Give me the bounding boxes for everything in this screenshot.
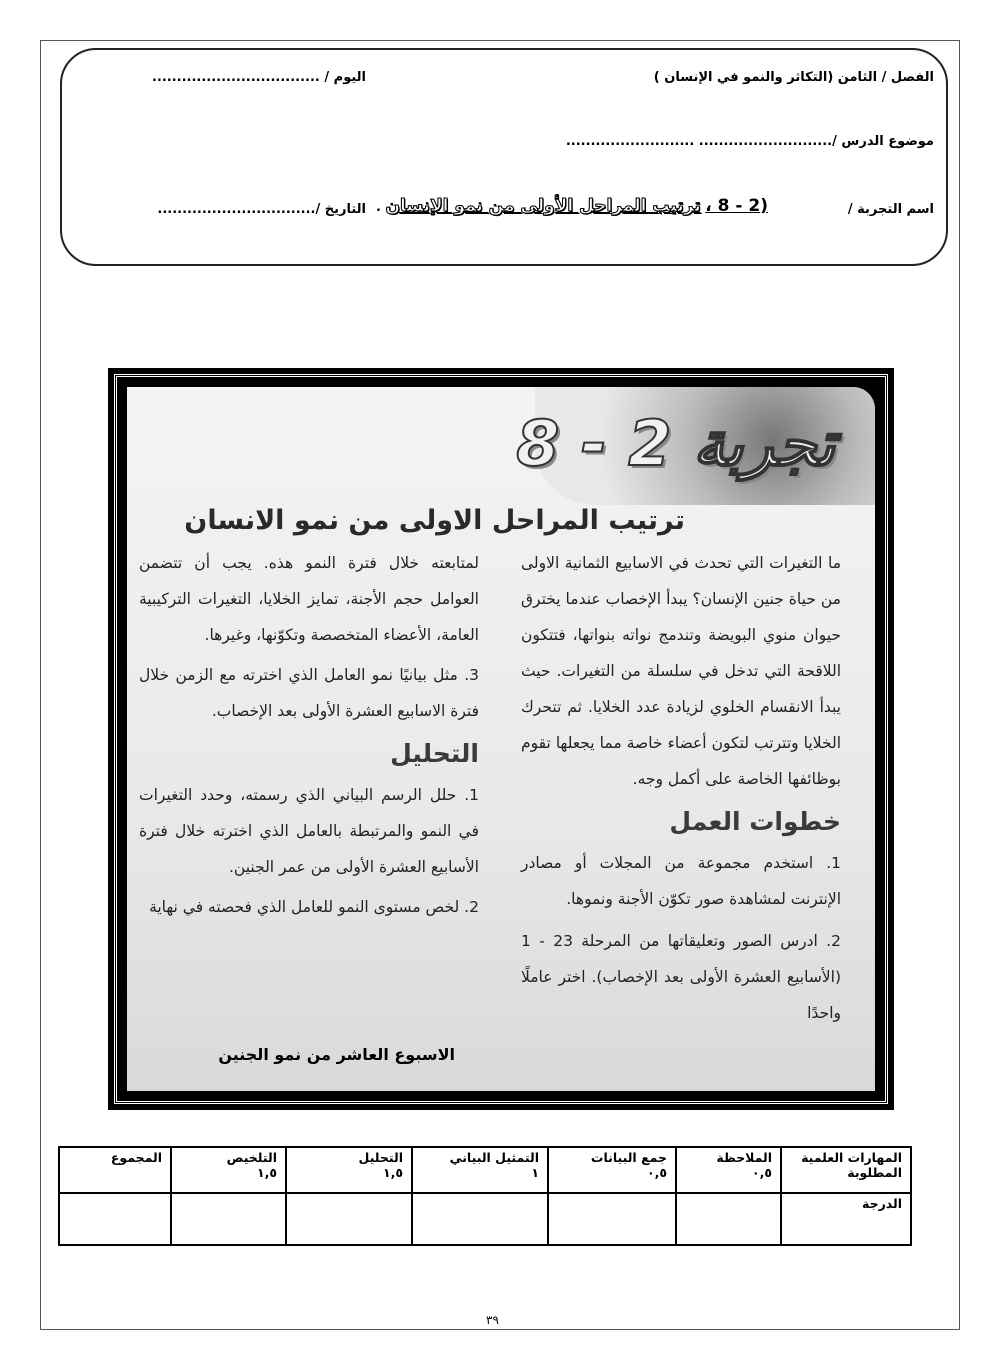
step-2-continued: لمتابعته خلال فترة النمو هذه. يجب أن تتضمن العوامل حجم الأجنة، تمايز الخلايا، التغيرات التركيبية العامة، الأعضاء المتخصصة وتكوّنها، وغيرها.	[139, 554, 479, 644]
experiment-title	[376, 196, 768, 216]
textbook-excerpt-image	[108, 368, 894, 1110]
text-column-right	[521, 545, 841, 1031]
grading-header-row	[59, 1147, 911, 1193]
intro-paragraph: ما التغيرات التي تحدث في الاسابيع الثمانية الاولى من حياة جنين الإنسان؟ يبدأ الإخصاب عندما يخترق حيوان منوي البويضة وتندمج نواته بنواتها، فتتكون اللاقحة التي تدخل في سلسلة من التغيرات. حيث يبدأ الانقسام الخلوي لزيادة عدد الخلايا. ثم تتحرك الخلايا وتترتب لتكون أعضاء خاصة مما يجعلها تقوم بوظائفها الخاصة على أكمل وجه.	[521, 554, 841, 788]
grading-header-cell: التحليل ١,٥	[286, 1147, 412, 1193]
grading-header-cell: المهارات العلمية المطلوبة	[781, 1147, 911, 1193]
score-cell[interactable]	[412, 1193, 548, 1245]
experiment-label: اسم التجربة /	[847, 202, 934, 217]
day-input[interactable]: ..................................	[151, 70, 320, 85]
experiment-subtitle: ترتيب المراحل الاولى من نمو الانسان	[184, 505, 685, 536]
lesson-field	[566, 134, 934, 149]
score-cell[interactable]	[548, 1193, 676, 1245]
grading-header-cell: الملاحظة ٠,٥	[676, 1147, 781, 1193]
textbook-frame	[114, 374, 888, 1104]
score-cell[interactable]	[171, 1193, 286, 1245]
step-3: 3. مثل بيانيًا نمو العامل الذي اخترته مع الزمن خلال فترة الاسابيع العشرة الأولى بعد الإخصاب.	[139, 666, 479, 720]
grading-score-row	[59, 1193, 911, 1245]
worksheet-header	[60, 48, 948, 266]
date-label: التاريخ /	[315, 202, 366, 217]
date-input[interactable]: ................................	[157, 202, 316, 217]
day-field	[152, 70, 366, 85]
score-row-label: الدرجة	[781, 1193, 911, 1245]
score-cell[interactable]	[59, 1193, 171, 1245]
grading-table	[58, 1146, 912, 1246]
lesson-label: موضوع الدرس /	[832, 134, 934, 149]
grading-header-cell: المجموع	[59, 1147, 171, 1193]
grading-header-cell: جمع البيانات ٠,٥	[548, 1147, 676, 1193]
step-2: 2. ادرس الصور وتعليقاتها من المرحلة 23 - 1 (الأسابيع العشرة الأولى بعد الإخصاب). اختر عاملًا واحدًا	[521, 932, 841, 1022]
page-number: ٣٩	[486, 1313, 499, 1327]
score-cell[interactable]	[286, 1193, 412, 1245]
text-column-left	[139, 545, 479, 925]
grading-header-cell: التمثيل البياني ١	[412, 1147, 548, 1193]
score-cell[interactable]	[676, 1193, 781, 1245]
analysis-heading: التحليل	[390, 739, 479, 768]
analysis-1: 1. حلل الرسم البياني الذي رسمته، وحدد التغيرات في النمو والمرتبطة بالعامل الذي اخترته خلال فترة الأسابيع العشرة الأولى من عمر الجنين.	[139, 786, 479, 876]
student-answer: الاسبوع العاشر من نمو الجنين	[218, 1045, 455, 1064]
grading-header-cell: التلخيص ١,٥	[171, 1147, 286, 1193]
experiment-number: (2 - 8 ،	[705, 196, 768, 216]
experiment-dot: .	[375, 200, 381, 215]
textbook-panel	[127, 387, 875, 1091]
date-field	[157, 202, 366, 217]
step-1: 1. استخدم مجموعة من المجلات أو مصادر الإنترنت لمشاهدة صور تكوّن الأجنة ونموها.	[521, 854, 841, 908]
analysis-2: 2. لخص مستوى النمو للعامل الذي فحصته في نهاية	[149, 898, 479, 916]
experiment-big-title: تجربة 2 - 8	[516, 407, 835, 480]
day-label: اليوم /	[324, 70, 366, 85]
lesson-input[interactable]: ........................... ..........................	[565, 134, 833, 149]
steps-heading: خطوات العمل	[669, 807, 841, 836]
experiment-name: ترتيب المراحل الأولى من نمو الإنسان	[385, 196, 701, 216]
chapter-title: الفصل / الثامن (التكاثر والنمو في الإنسان )	[653, 70, 934, 85]
